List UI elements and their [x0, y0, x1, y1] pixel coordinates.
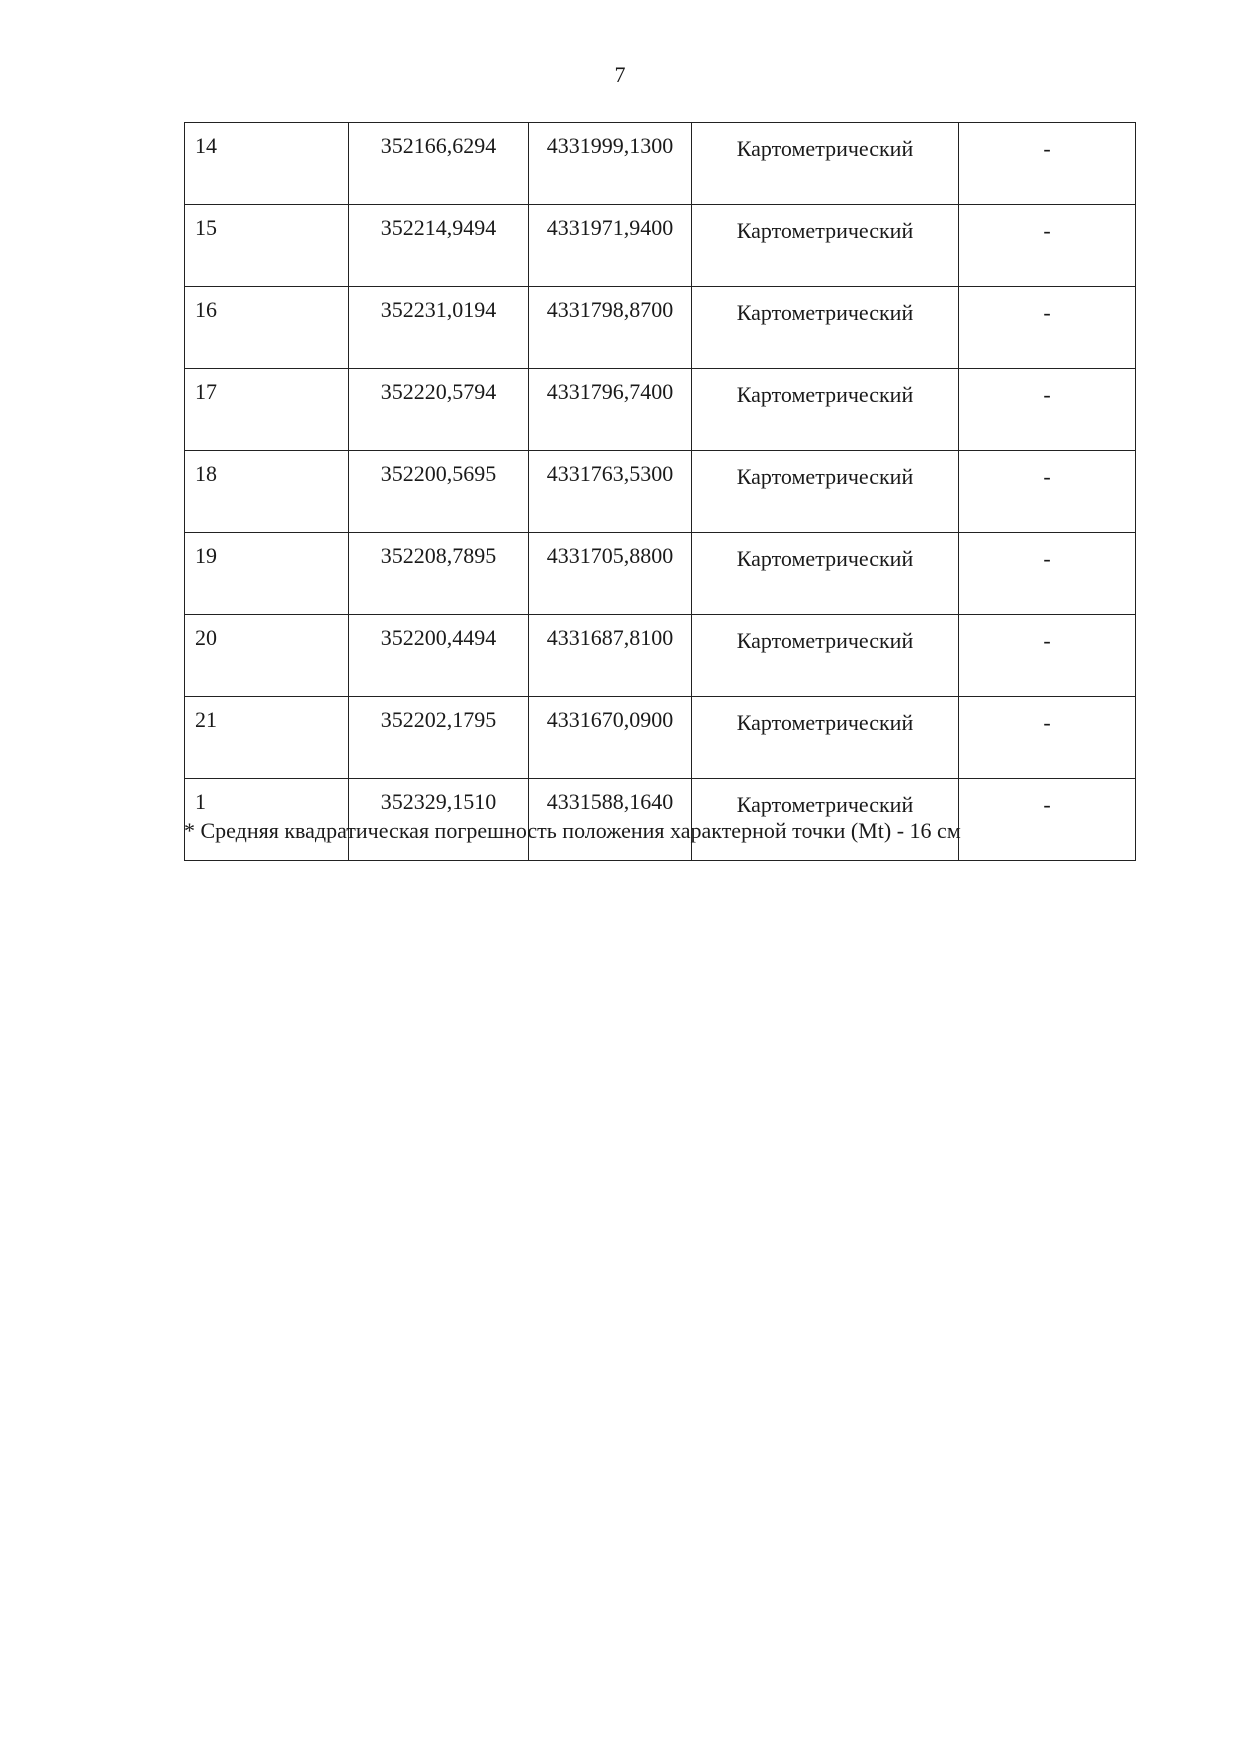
table-row — [185, 697, 1136, 779]
error-cell: - — [959, 369, 1136, 451]
table-row — [185, 287, 1136, 369]
x-coordinate-cell: 352208,7895 — [349, 533, 529, 615]
point-number-cell: 18 — [185, 451, 349, 533]
point-number-cell: 17 — [185, 369, 349, 451]
x-coordinate-cell: 352220,5794 — [349, 369, 529, 451]
x-coordinate-cell: 352202,1795 — [349, 697, 529, 779]
y-coordinate-cell: 4331687,8100 — [529, 615, 692, 697]
x-coordinate-cell: 352329,1510 — [349, 779, 529, 861]
point-number-cell: 14 — [185, 123, 349, 205]
method-cell: Картометрический — [692, 369, 959, 451]
point-number-cell: 1 — [185, 779, 349, 861]
table-row — [185, 533, 1136, 615]
error-cell: - — [959, 451, 1136, 533]
coordinates-table-body — [185, 123, 1136, 861]
table-row — [185, 205, 1136, 287]
table-row — [185, 369, 1136, 451]
x-coordinate-cell: 352200,4494 — [349, 615, 529, 697]
y-coordinate-cell: 4331670,0900 — [529, 697, 692, 779]
footnote: * Средняя квадратическая погрешность положения характерной точки (Mt) - 16 см — [184, 818, 961, 843]
y-coordinate-cell: 4331999,1300 — [529, 123, 692, 205]
y-coordinate-cell: 4331798,8700 — [529, 287, 692, 369]
point-number-cell: 19 — [185, 533, 349, 615]
table-row — [185, 615, 1136, 697]
error-cell: - — [959, 533, 1136, 615]
x-coordinate-cell: 352214,9494 — [349, 205, 529, 287]
x-coordinate-cell: 352200,5695 — [349, 451, 529, 533]
table-row — [185, 451, 1136, 533]
x-coordinate-cell: 352166,6294 — [349, 123, 529, 205]
method-cell: Картометрический — [692, 779, 959, 861]
point-number-cell: 16 — [185, 287, 349, 369]
method-cell: Картометрический — [692, 615, 959, 697]
error-cell: - — [959, 779, 1136, 861]
point-number-cell: 21 — [185, 697, 349, 779]
method-cell: Картометрический — [692, 205, 959, 287]
coordinates-table — [184, 122, 1136, 861]
method-cell: Картометрический — [692, 533, 959, 615]
page-number: 7 — [614, 62, 626, 87]
error-cell: - — [959, 287, 1136, 369]
method-cell: Картометрический — [692, 697, 959, 779]
y-coordinate-cell: 4331763,5300 — [529, 451, 692, 533]
y-coordinate-cell: 4331971,9400 — [529, 205, 692, 287]
y-coordinate-cell: 4331705,8800 — [529, 533, 692, 615]
point-number-cell: 15 — [185, 205, 349, 287]
table-row — [185, 123, 1136, 205]
point-number-cell: 20 — [185, 615, 349, 697]
error-cell: - — [959, 205, 1136, 287]
error-cell: - — [959, 123, 1136, 205]
error-cell: - — [959, 697, 1136, 779]
y-coordinate-cell: 4331588,1640 — [529, 779, 692, 861]
y-coordinate-cell: 4331796,7400 — [529, 369, 692, 451]
error-cell: - — [959, 615, 1136, 697]
method-cell: Картометрический — [692, 287, 959, 369]
x-coordinate-cell: 352231,0194 — [349, 287, 529, 369]
method-cell: Картометрический — [692, 123, 959, 205]
method-cell: Картометрический — [692, 451, 959, 533]
